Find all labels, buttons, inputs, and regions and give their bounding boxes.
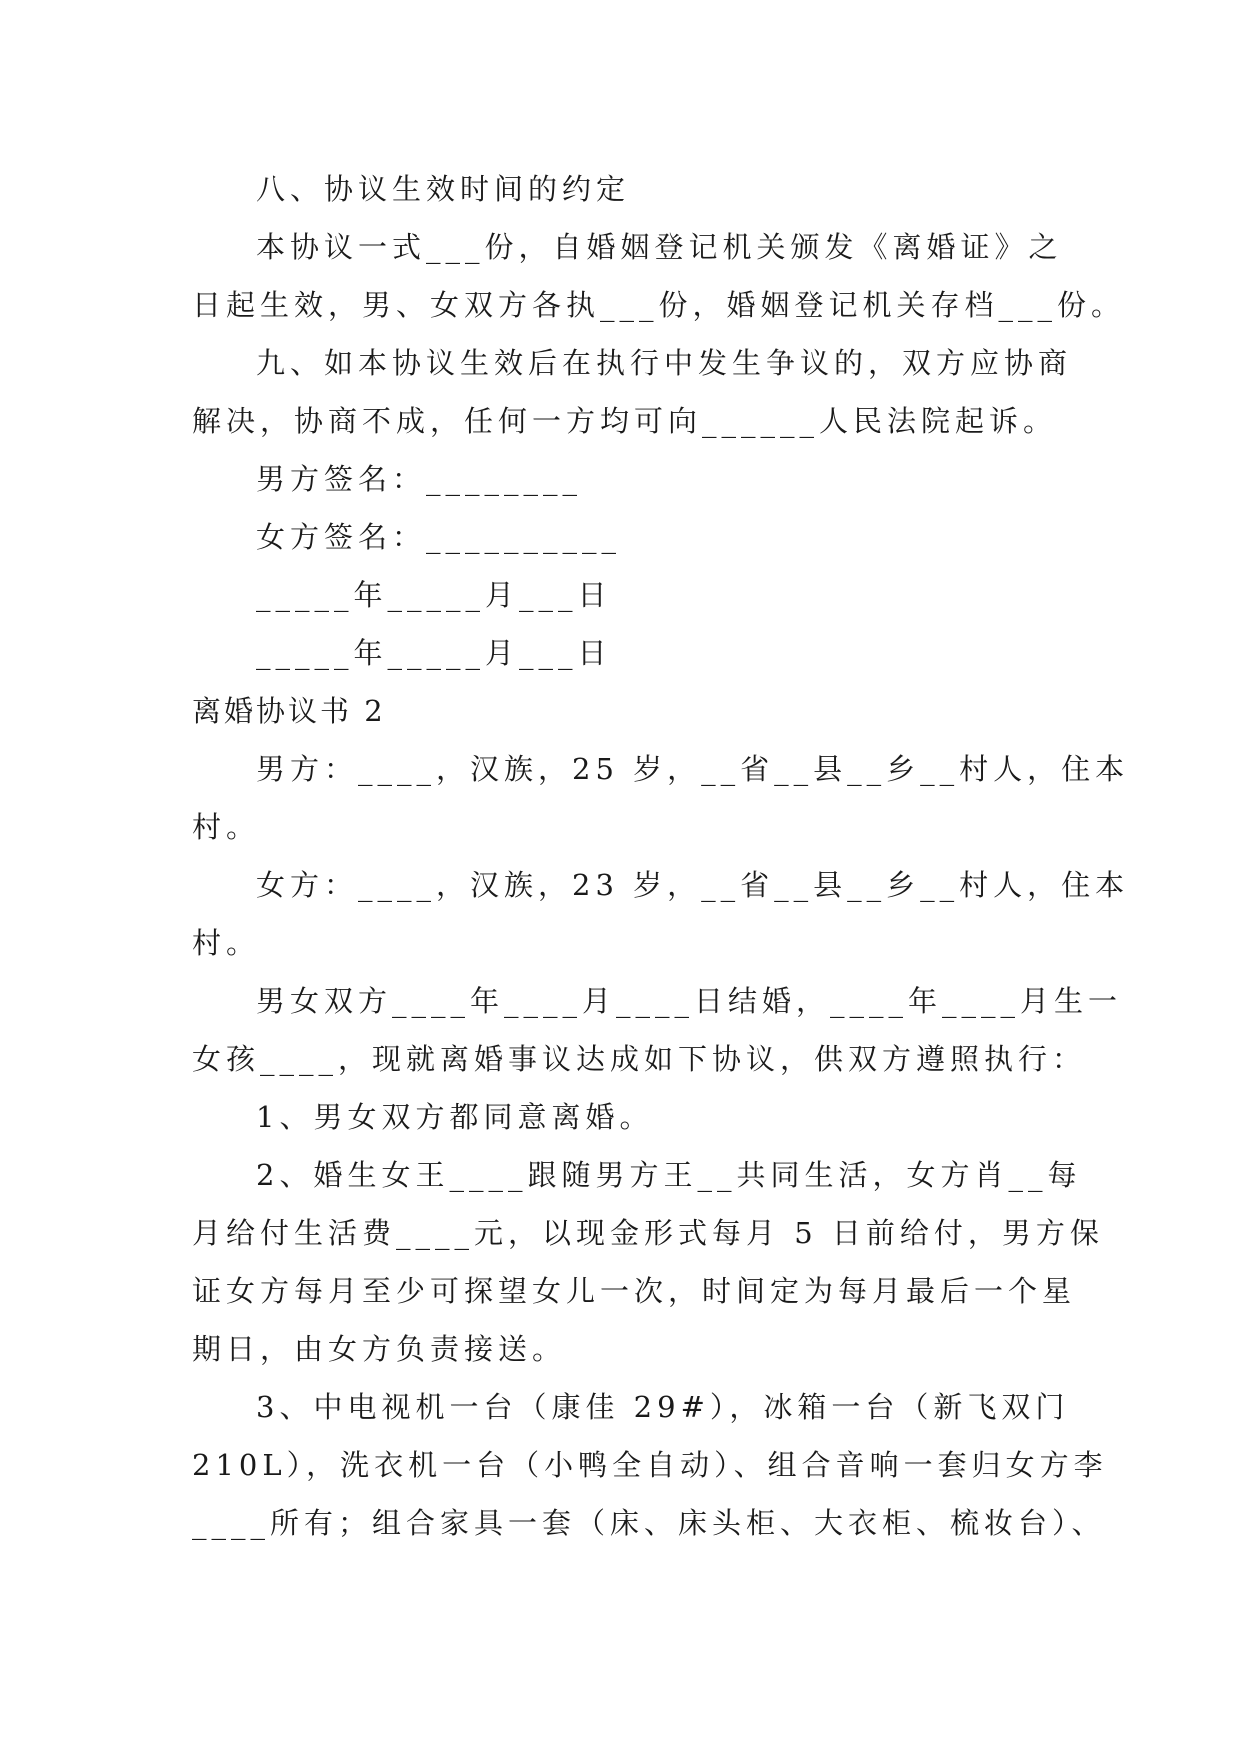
male-party-line-2: 村。 [192, 810, 261, 844]
clause-8-text-line-2: 日起生效，男、女双方各执___份，婚姻登记机关存档___份。 [192, 288, 1126, 322]
item-2-line-1: 2、婚生女王____跟随男方王__共同生活，女方肖__每 [256, 1158, 1082, 1192]
marriage-info-line-1: 男女双方____年____月____日结婚，____年____月生一 [256, 984, 1123, 1018]
marriage-info-line-2: 女孩____，现就离婚事议达成如下协议，供双方遵照执行： [192, 1042, 1087, 1076]
document-body [192, 160, 1130, 1552]
date-line-2: _____年_____月___日 [256, 636, 612, 670]
female-party-line-1: 女方：____，汉族，23 岁，__省__县__乡__村人，住本 [256, 868, 1130, 902]
male-signature-line: 男方签名：________ [256, 462, 583, 496]
clause-9-text-line-2: 解决，协商不成，任何一方均可向______人民法院起诉。 [192, 404, 1058, 438]
item-2-line-2: 月给付生活费____元，以现金形式每月 5 日前给付，男方保 [192, 1216, 1104, 1250]
item-2-line-3: 证女方每月至少可探望女儿一次，时间定为每月最后一个星 [192, 1274, 1077, 1308]
item-3-line-2: 210L），洗衣机一台（小鸭全自动）、组合音响一套归女方李 [192, 1448, 1108, 1482]
item-3-line-1: 3、中电视机一台（康佳 29#），冰箱一台（新飞双门 [256, 1390, 1070, 1424]
female-signature-line: 女方签名：__________ [256, 520, 622, 554]
item-1-line: 1、男女双方都同意离婚。 [256, 1100, 654, 1134]
female-party-line-2: 村。 [192, 926, 261, 960]
document-2-title: 离婚协议书 2 [192, 694, 386, 728]
date-line-1: _____年_____月___日 [256, 578, 612, 612]
clause-8-title: 八、协议生效时间的约定 [256, 172, 631, 206]
item-2-line-4: 期日，由女方负责接送。 [192, 1332, 567, 1366]
clause-8-text-line-1: 本协议一式___份，自婚姻登记机关颁发《离婚证》之 [256, 230, 1063, 264]
male-party-line-1: 男方：____，汉族，25 岁，__省__县__乡__村人，住本 [256, 752, 1130, 786]
clause-9-text-line-1: 九、如本协议生效后在执行中发生争议的，双方应协商 [256, 346, 1073, 380]
item-3-line-3: ____所有；组合家具一套（床、床头柜、大衣柜、梳妆台）、 [192, 1506, 1106, 1540]
